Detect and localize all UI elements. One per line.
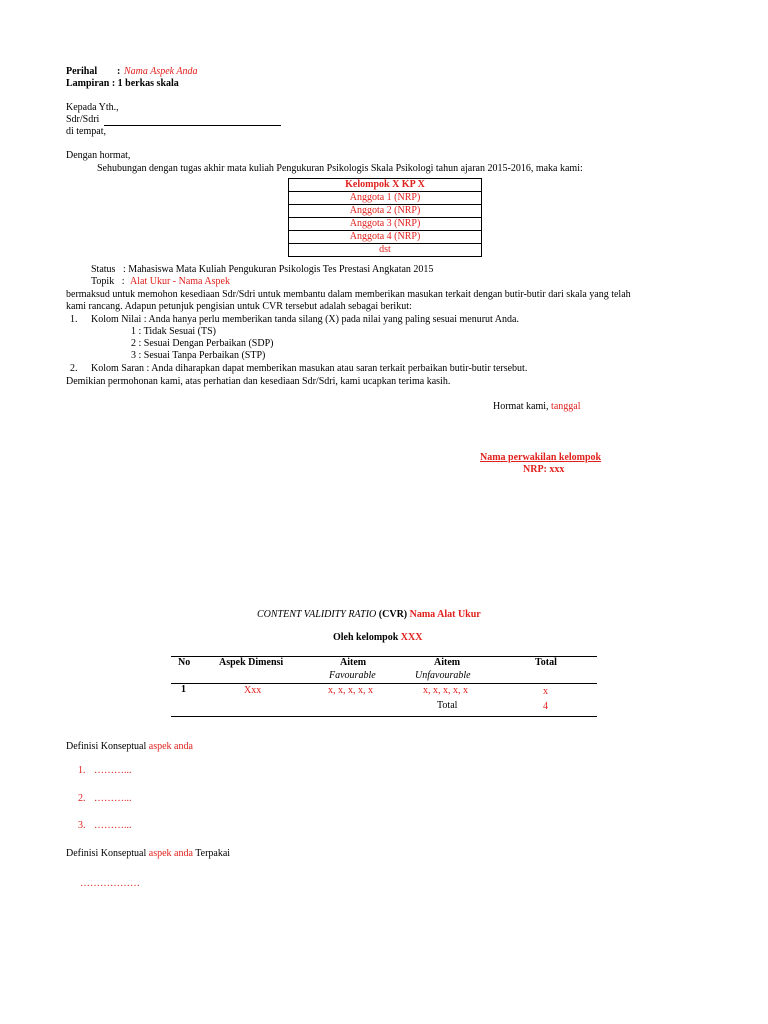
total-label: Total xyxy=(437,700,458,711)
group-member: dst xyxy=(289,244,482,257)
definisi-terpakai-dots: ……………… xyxy=(80,878,140,889)
cvr-title xyxy=(257,609,481,621)
perihal-sep: : xyxy=(117,66,121,77)
definisi-item-3 xyxy=(78,820,132,832)
item-2-text: Kolom Saran : Anda diharapkan dapat memberikan masukan atau saran terkait perbaikan butir-butir tersebut. xyxy=(91,363,528,374)
item-1-number: 1. xyxy=(70,314,78,325)
definisi-terpakai-heading xyxy=(66,848,230,860)
definisi-label: Definisi Konseptual xyxy=(66,848,147,859)
definisi-item-number: 1. xyxy=(78,765,86,776)
col-aitem-fav: Aitem xyxy=(340,657,367,668)
group-member: Anggota 3 (NRP) xyxy=(289,218,482,231)
group-member: Anggota 1 (NRP) xyxy=(289,192,482,205)
oleh-text: Oleh kelompok xyxy=(333,632,399,643)
signature-nrp: NRP: xxx xyxy=(523,464,565,475)
definisi-aspek: aspek anda xyxy=(148,741,193,752)
signature-name: Nama perwakilan kelompok xyxy=(480,452,602,463)
penutup: Demikian permohonan kami, atas perhatian dan kesediaan Sdr/Sdri, kami ucapkan terima kasih. xyxy=(66,376,451,387)
definisi-item-text: ………... xyxy=(94,793,132,804)
group-name: Kelompok X KP X xyxy=(289,179,482,192)
tanggal: tanggal xyxy=(551,401,581,412)
col-aitem-unfav: Aitem xyxy=(434,657,461,668)
terpakai: Terpakai xyxy=(195,848,231,859)
item-1-text: Kolom Nilai : Anda hanya perlu memberikan tanda silang (X) pada nilai yang paling sesuai menurut Anda. xyxy=(91,314,519,325)
cvr-subtitle xyxy=(333,632,422,644)
salam: Dengan hormat, xyxy=(66,150,131,161)
topik-label: Topik : xyxy=(91,276,125,287)
group-member: Anggota 4 (NRP) xyxy=(289,231,482,244)
row-aspek: Xxx xyxy=(244,685,262,696)
row-no: 1 xyxy=(181,684,186,695)
maksud-line-1: bermaksud untuk memohon kesediaan Sdr/Sdri untuk membantu dalam memberikan masukan terkait dengan butir-butir dari skala yang telah xyxy=(66,289,631,300)
row-unfav: x, x, x, x, x xyxy=(423,685,468,696)
topik-value: Alat Ukur - Nama Aspek xyxy=(130,276,230,287)
col-total: Total xyxy=(535,657,557,668)
kepada: Kepada Yth., xyxy=(66,102,119,113)
cvr-title-abbr: (CVR) xyxy=(378,609,408,620)
definisi-item-number: 2. xyxy=(78,793,86,804)
definisi-label: Definisi Konseptual xyxy=(66,741,147,752)
definisi-item-2 xyxy=(78,793,132,805)
option-3: 3 : Sesuai Tanpa Perbaikan (STP) xyxy=(131,350,266,361)
col-no: No xyxy=(178,657,191,668)
item-2-number: 2. xyxy=(70,363,78,374)
col-aspek: Aspek Dimensi xyxy=(219,657,284,668)
sdr-underline xyxy=(104,125,281,126)
definisi-item-text: ………... xyxy=(94,820,132,831)
group-table xyxy=(288,178,482,257)
intro: Sehubungan dengan tugas akhir mata kuliah Pengukuran Psikologis Skala Psikologi tahun ajaran 2015-2016, maka kami: xyxy=(97,163,583,174)
lampiran: Lampiran : 1 berkas skala xyxy=(66,78,179,89)
sdr: Sdr/Sdri xyxy=(66,114,100,125)
row-total: x xyxy=(543,686,548,697)
oleh-group: XXX xyxy=(400,632,423,643)
maksud-line-2: kami rancang. Adapun petunjuk pengisian untuk CVR tersebut adalah sebagai berikut: xyxy=(66,301,412,312)
total-value: 4 xyxy=(543,701,548,712)
cvr-table-bottom-rule xyxy=(171,716,597,717)
definisi-aspek: aspek anda xyxy=(148,848,193,859)
perihal-value: Nama Aspek Anda xyxy=(124,66,198,77)
group-member: Anggota 2 (NRP) xyxy=(289,205,482,218)
definisi-heading xyxy=(66,741,193,753)
status: Status : Mahasiswa Mata Kuliah Pengukuran Psikologis Tes Prestasi Angkatan 2015 xyxy=(91,264,434,275)
perihal-label: Perihal xyxy=(66,66,98,77)
option-1: 1 : Tidak Sesuai (TS) xyxy=(131,326,217,337)
tempat: di tempat, xyxy=(66,126,106,137)
definisi-item-number: 3. xyxy=(78,820,86,831)
cvr-title-italic: CONTENT VALIDITY RATIO xyxy=(257,609,377,620)
definisi-item-1 xyxy=(78,765,132,777)
cvr-title-name: Nama Alat Ukur xyxy=(409,609,481,620)
cvr-table-header-rule xyxy=(171,683,597,684)
row-fav: x, x, x, x, x xyxy=(328,685,373,696)
col-favourable: Favourable xyxy=(329,670,376,681)
option-2: 2 : Sesuai Dengan Perbaikan (SDP) xyxy=(131,338,274,349)
definisi-item-text: ………... xyxy=(94,765,132,776)
hormat-kami xyxy=(493,401,580,413)
hormat-text: Hormat kami, xyxy=(493,401,549,412)
col-unfavourable: Unfavourable xyxy=(415,670,471,681)
